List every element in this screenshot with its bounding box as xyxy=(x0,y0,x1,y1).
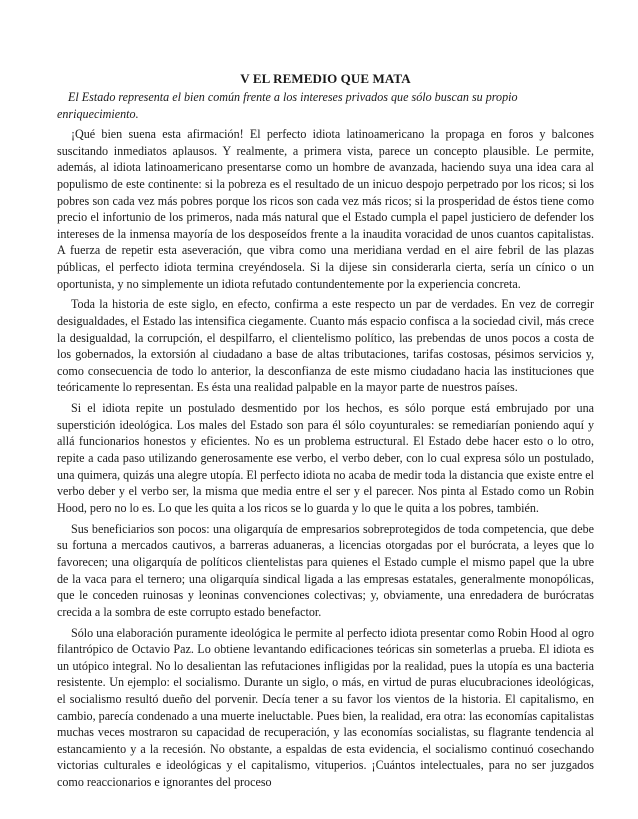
body-paragraph-3: Si el idiota repite un postulado desmentido por los hechos, es sólo porque está embrujado por una superstición ideológica. Los males del Estado son para él sólo coyunturales: se remediarían poniendo aquí y allá funcionarios honestos y eficientes. No es un problema estructural. El Estado debe hacer esto o lo otro, repite a cada paso utilizando generosamente ese verbo, el verbo deber, con lo cual expresa sólo un postulado, una quimera, quizás una alegre utopía. El perfecto idiota no acaba de medir toda la distancia que existe entre el verbo deber y el verbo ser, la misma que media entre el ser y el parecer. Nos pinta al Estado como un Robin Hood, pero no lo es. Lo que les quita a los ricos se lo guarda y lo que le quita a los pobres, también. xyxy=(57,401,594,515)
body-paragraph-1: ¡Qué bien suena esta afirmación! El perfecto idiota latinoamericano la propaga en foros y balcones suscitando inmediatos aplausos. Y realmente, a primera vista, parece un concepto plausible. Le permite, además, al idiota latinoamericano presentarse como un hombre de avanzada, haciendo suya una idea cara al populismo de este continente: si la pobreza es el resultado de un inicuo despojo perpetrado por los ricos; si los pobres son cada vez más pobres porque los ricos son cada vez más ricos; si la prosperidad de éstos tiene como precio el infortunio de los primeros, nada más natural que el Estado cumpla el papel justiciero de defender los intereses de la inmensa mayoría de los desposeídos frente a la inaudita voracidad de unos cuantos capitalistas. A fuerza de repetir esta aseveración, que vibra como una meridiana verdad en el aire febril de las plazas públicas, el perfecto idiota termina creyéndosela. Si la dijese sin considerarla cierta, sería un cínico o un oportunista, y no simplemente un idiota refutado contundentemente por la experiencia concreta. xyxy=(57,127,594,291)
body-paragraph-5: Sólo una elaboración puramente ideológica le permite al perfecto idiota presentar como Robin Hood al ogro filantrópico de Octavio Paz. Lo obtiene levantando edificaciones teóricas sin someterlas a prueba. El idiota es un utópico integral. No lo desalientan las refutaciones infligidas por la realidad, pues la utopía es una bacteria resistente. Un ejemplo: el socialismo. Durante un siglo, o más, en virtud de puras elucubraciones ideológicas, el socialismo resultó dueño del porvenir. Decía tener a su favor los vientos de la historia. El capitalismo, en cambio, parecía condenado a una muerte ineluctable. Pues bien, la realidad, era otra: las economías capitalistas muchas veces mostraron su capacidad de recuperación, y las economías socialistas, su flagrante tendencia al estancamiento y a la recesión. No obstante, a espaldas de esta evidencia, el socialismo continuó cosechando victorias culturales e ideológicas y el capitalismo, vituperios. ¡Cuántos intelectuales, para no ser juzgados como reaccionarios e ignorantes del proceso xyxy=(57,625,594,789)
chapter-title: V EL REMEDIO QUE MATA xyxy=(240,71,411,86)
body-paragraph-2: Toda la historia de este siglo, en efecto, confirma a este respecto un par de verdades. En vez de corregir desigualdades, el Estado las intensifica ciegamente. Cuanto más espacio confisca a la sociedad civil, más crece la desigualdad, la corrupción, el despilfarro, el clientelismo político, las prebendas de unos pocos a costa de los gobernados, la extorsión al ciudadano a base de altas tributaciones, tarifas costosas, pésimos servicios y, como consecuencia de todo lo anterior, la desconfianza de este mismo ciudadano hacia las instituciones que teóricamente lo representan. Es ésta una realidad palpable en la mayor parte de nuestros países. xyxy=(57,297,594,395)
body-paragraph-4: Sus beneficiarios son pocos: una oligarquía de empresarios sobreprotegidos de toda competencia, que debe su fortuna a mercados cautivos, a barreras aduaneras, a licencias otorgadas por el burócrata, a leyes que lo favorecen; una oligarquía de políticos clientelistas para quienes el Estado cumple el mismo papel que la ubre de la vaca para el ternero; una oligarquía sindical ligada a las empresas estatales, generalmente monopólicas, que le conceden ruinosas y leoninas convenciones colectivas; y, obviamente, una enredadera de burócratas crecida a la sombra de este corrupto estado benefactor. xyxy=(57,521,594,619)
epigraph: El Estado representa el bien común frente a los intereses privados que sólo buscan su propio enriquecimiento. xyxy=(57,90,518,121)
